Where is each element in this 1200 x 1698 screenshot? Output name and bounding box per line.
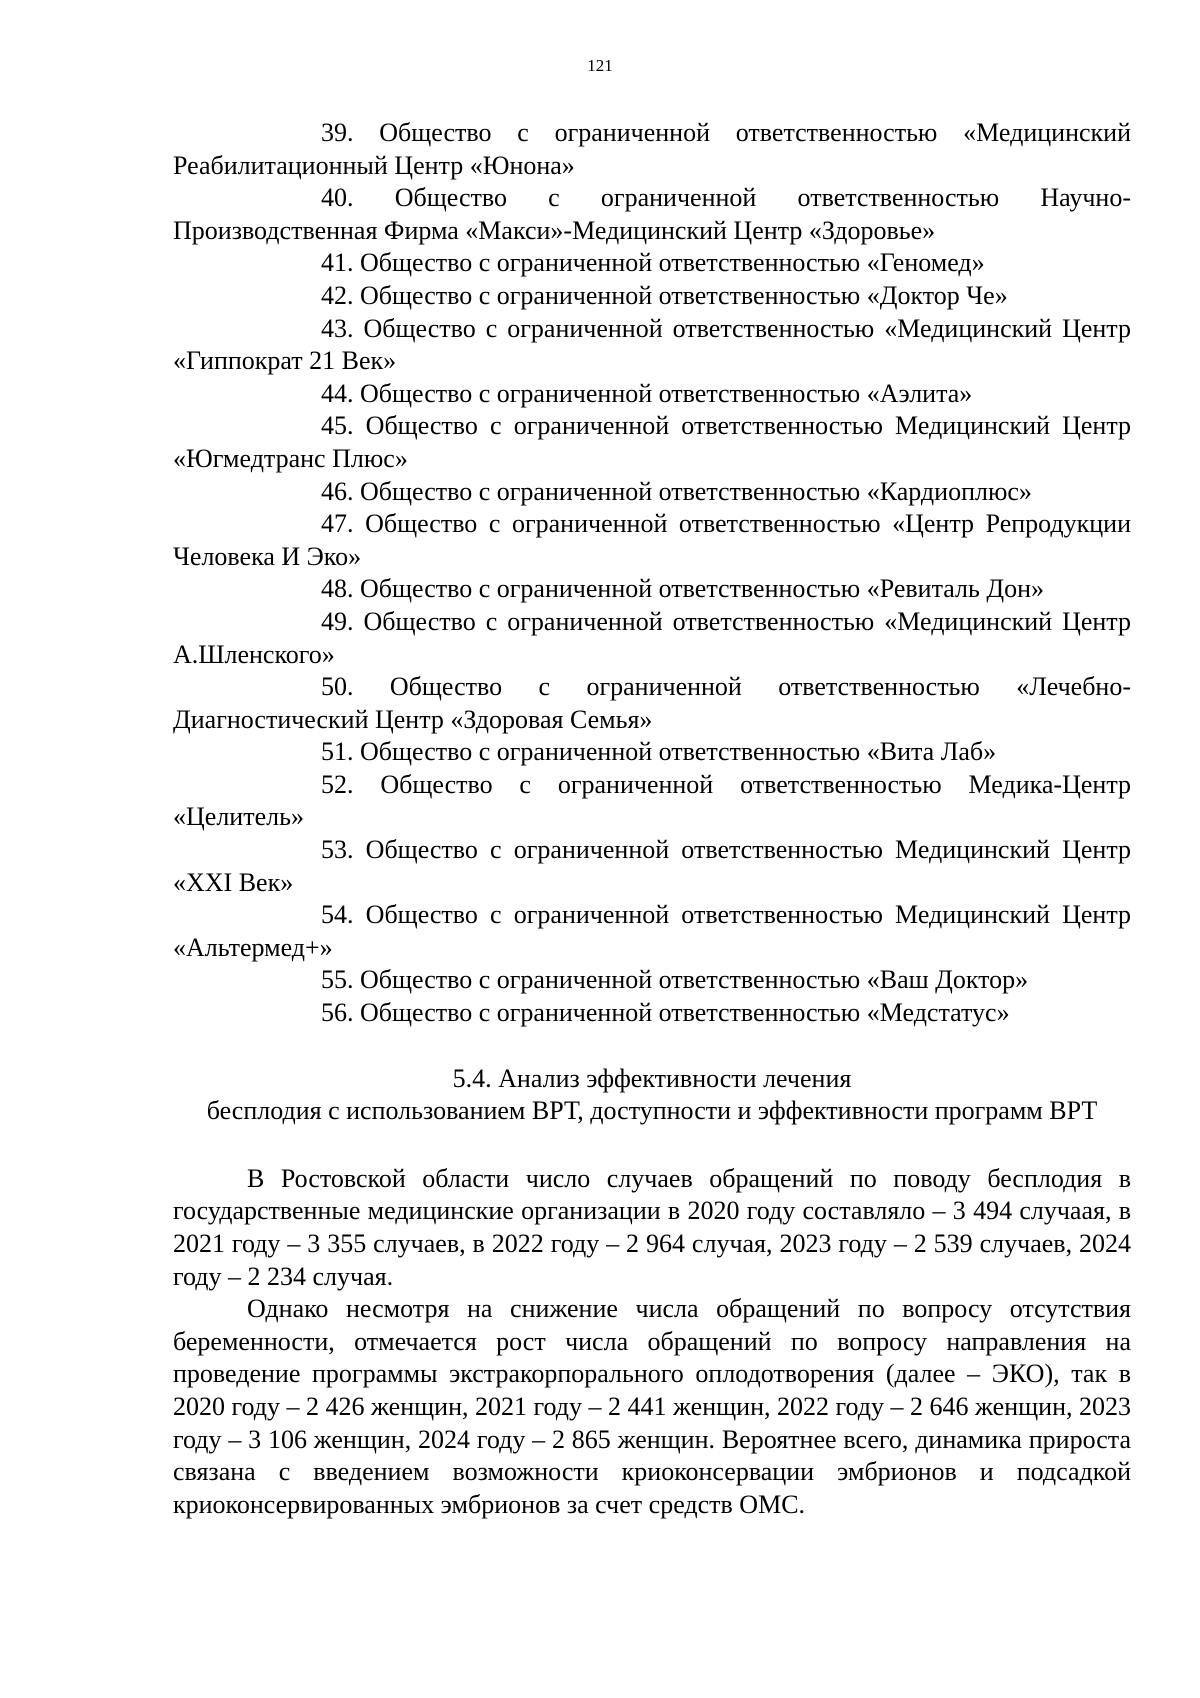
list-item-text: Общество с ограниченной ответственностью «Центр Репродукции Человека И Эко» [173, 509, 1131, 571]
list-item [173, 899, 1131, 964]
list-item-text: Общество с ограниченной ответственностью «Ревиталь Дон» [360, 574, 1045, 604]
list-item-number: 47. [321, 509, 354, 539]
list-item-number: 40. [321, 183, 354, 213]
paragraph-infertility-cases: В Ростовской области число случаев обращений по поводу бесплодия в государственные медицинские организации в 2020 году составляло – 3 494 случаая, в 2021 году – 3 355 случаев, в 2022 году – 2 964 случая, 2023 году – 2 539 случаев, 2024 году – 2 234 случая. [173, 1163, 1131, 1291]
list-item [173, 997, 1131, 1030]
list-item-number: 55. [321, 965, 354, 995]
list-item-text: Общество с ограниченной ответственностью «Ваш Доктор» [360, 965, 1029, 995]
list-item-text: Общество с ограниченной ответственностью Медика-Центр «Целитель» [173, 769, 1131, 832]
list-item [173, 508, 1131, 573]
list-item [173, 834, 1131, 899]
list-item [173, 573, 1131, 606]
section-title-line-1: 5.4. Анализ эффективности лечения [452, 1063, 852, 1093]
list-item-text: Общество с ограниченной ответственностью «Медицинский Центр А.Шленского» [173, 606, 1131, 669]
list-item-number: 41. [321, 248, 354, 278]
list-item [173, 313, 1131, 378]
list-item-text: Общество с ограниченной ответственностью «Геномед» [360, 248, 985, 278]
section-heading [173, 1063, 1131, 1128]
list-item-text: Общество с ограниченной ответственностью «Аэлита» [360, 378, 973, 408]
list-item-text: Общество с ограниченной ответственностью «Медицинский Центр «Гиппократ 21 Век» [173, 313, 1131, 376]
list-item [173, 671, 1131, 736]
list-item-number: 39. [321, 118, 354, 147]
document-body [173, 117, 1131, 1521]
list-item [173, 117, 1131, 182]
list-item-text: Общество с ограниченной ответственностью Медицинский Центр «Югмедтранс Плюс» [173, 411, 1131, 473]
list-item-text: Общество с ограниченной ответственностью «Кардиоплюс» [360, 476, 1032, 506]
list-item-number: 45. [321, 411, 354, 441]
list-item-number: 48. [321, 574, 354, 604]
section-title-line-2: бесплодия с использованием ВРТ, доступности и эффективности программ ВРТ [206, 1096, 1098, 1126]
list-item-number: 46. [321, 476, 354, 506]
list-item [173, 410, 1131, 475]
list-item-text: Общество с ограниченной ответственностью Медицинский Центр «Альтермед+» [173, 900, 1131, 962]
list-item-number: 42. [321, 280, 354, 310]
list-item-number: 54. [321, 900, 354, 930]
list-item-text: Общество с ограниченной ответственностью Медицинский Центр «XXI Век» [173, 835, 1131, 897]
list-item-number: 51. [321, 737, 354, 767]
page-number: 121 [587, 56, 613, 75]
list-item [173, 606, 1131, 671]
list-item-text: Общество с ограниченной ответственностью Научно-Производственная Фирма «Макси»-Медицинский Центр «Здоровье» [173, 183, 1131, 245]
list-item-number: 50. [321, 672, 354, 702]
list-item [173, 476, 1131, 509]
list-item-text: Общество с ограниченной ответственностью «Доктор Че» [360, 280, 1008, 310]
list-item [173, 378, 1131, 411]
list-item-number: 56. [321, 998, 354, 1028]
list-item-number: 49. [321, 606, 354, 636]
organization-list [173, 117, 1131, 1030]
list-item-text: Общество с ограниченной ответственностью «Лечебно-Диагностический Центр «Здоровая Семья» [173, 672, 1132, 734]
list-item-text: Общество с ограниченной ответственностью «Медицинский Реабилитационный Центр «Юнона» [173, 118, 1131, 180]
list-item [173, 182, 1131, 247]
paragraph-eco-referrals: Однако несмотря на снижение числа обращений по вопросу отсутствия беременности, отмечается рост числа обращений по вопросу направления на проведение программы экстракорпорального оплодотворения (далее – ЭКО), так в 2020 году – 2 426 женщин, 2021 году – 2 441 женщин, 2022 году – 2 646 женщин, 2023 году – 3 106 женщин, 2024 году – 2 865 женщин. Вероятнее всего, динамика прироста связана с введением возможности криоконсервации эмбрионов и подсадкой криоконсервированных эмбрионов за счет средств ОМС. [173, 1294, 1131, 1519]
list-item [173, 736, 1131, 769]
list-item [173, 769, 1131, 834]
list-item-number: 43. [321, 313, 354, 343]
list-item-number: 53. [321, 835, 354, 865]
list-item [173, 964, 1131, 997]
list-item-text: Общество с ограниченной ответственностью «Вита Лаб» [360, 737, 997, 767]
list-item-text: Общество с ограниченной ответственностью «Медстатус» [360, 998, 1010, 1028]
list-item-number: 44. [321, 378, 354, 408]
list-item-number: 52. [321, 769, 354, 799]
list-item [173, 280, 1131, 313]
list-item [173, 247, 1131, 280]
